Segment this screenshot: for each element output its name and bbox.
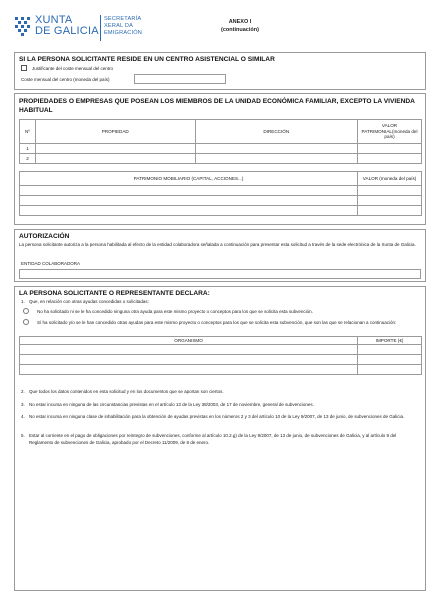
xunta-logo-text (35, 15, 99, 37)
property-cell[interactable] (35, 144, 195, 154)
amount-cell[interactable] (358, 355, 422, 365)
col-organism-header: ORGANISMO (20, 337, 358, 345)
item-text: No estar incursa en ninguna clase de inhabilitación para la obtención de ayudas previstas en los números 2 y 3 del artículo 10 de la Ley 9/2007, de 13 de junio, de subvenciones de Galicia. (29, 414, 405, 419)
no-other-aid-label: No ha solicitado ni se le ha concedido ninguna otra ayuda para este mismo proyecto o conceptos para los que se solicita esta subvención. (37, 309, 313, 314)
table-row (20, 355, 422, 365)
secretaria-logo-text (104, 16, 142, 37)
mobiliario-cell[interactable] (20, 186, 358, 196)
other-aid-radio[interactable] (23, 319, 29, 325)
secretaria-line-2: XERAL DA (104, 23, 134, 29)
col-num-header: Nº (20, 120, 36, 144)
col-amount-header: IMPORTE (€) (358, 337, 422, 345)
secretaria-line-1: SECRETARÍA (104, 16, 142, 22)
authorization-text: La persona solicitante autoriza a la persona habilitada al efecto de la entidad colaboradora señalada a continuación para presentar esta solicitud a través de la sede electrónica de la Xunta de Galicia. (19, 242, 416, 247)
organism-cell[interactable] (20, 345, 358, 355)
center-cost-proof-checkbox[interactable] (21, 65, 27, 71)
entity-label: ENTIDAD COLABORADORA (21, 261, 81, 266)
item-text: Que todos los datos contenidos en esta solicitud y en los documentos que se aportan son ciertos. (29, 389, 224, 394)
item-text: No estar incursa en ninguna de las circunstancias previstas en el artículo 13 de la Ley 38/2003, de 17 de noviembre, general de subvenciones. (29, 402, 314, 407)
mobiliario-header: PATRIMONIO MOBILIARIO (CAPITAL, ACCIONES...) (20, 172, 358, 186)
value-cell[interactable] (358, 196, 422, 206)
value-cell[interactable] (358, 144, 422, 154)
row-number: 2 (20, 154, 36, 164)
table-row (20, 206, 422, 216)
monthly-cost-label: Coste mensual del centro (moneda del país) (21, 77, 110, 82)
logo-line-1: XUNTA (35, 14, 73, 26)
secretaria-line-3: EMIGRACIÓN (104, 30, 143, 36)
table-row (20, 144, 422, 154)
properties-section-title: PROPIEDADES O EMPRESAS QUE POSEAN LOS MIEMBROS DE LA UNIDAD ECONÓMICA FAMILIAR, EXCEPTO LA VIVIENDA HABITUAL (19, 98, 415, 114)
item-number: 5. (21, 433, 25, 438)
address-cell[interactable] (195, 154, 358, 164)
declaration-section (14, 286, 426, 591)
declaration-title: LA PERSONA SOLICITANTE O REPRESENTANTE DECLARA: (19, 290, 210, 297)
row-number: 1 (20, 144, 36, 154)
properties-section (14, 93, 426, 225)
other-aid-table (19, 336, 422, 375)
mobiliario-value-header: VALOR (moneda del país) (358, 172, 422, 186)
annex-label (200, 18, 280, 34)
organism-cell[interactable] (20, 365, 358, 375)
annex-title: ANEXO I (228, 19, 252, 25)
property-cell[interactable] (35, 154, 195, 164)
annex-subtitle: (continuación) (221, 27, 259, 33)
center-cost-proof-label: Justificante del coste mensual del centro (32, 66, 114, 71)
table-row (20, 345, 422, 355)
item-number: 3. (21, 402, 25, 407)
authorization-title: AUTORIZACIÓN (19, 233, 70, 240)
table-row (20, 365, 422, 375)
value-cell[interactable] (358, 154, 422, 164)
col-value-header: VALOR PATRIMONIAL(moneda del país) (358, 120, 422, 144)
properties-table (19, 119, 422, 164)
mobiliario-cell[interactable] (20, 206, 358, 216)
other-aid-label: Sí ha solicitado y/o se le han concedido otras ayudas para este mismo proyecto o conceptos para los que se solicita esta subvención, que son las que se relacionan a continuación: (37, 320, 397, 325)
item-text: Que, en relación con otras ayudas concedidas o solicitadas: (29, 299, 149, 304)
table-row (20, 196, 422, 206)
organism-cell[interactable] (20, 355, 358, 365)
logo-line-2: DE GALICIA (35, 25, 99, 37)
xunta-emblem-icon (14, 16, 32, 38)
table-row (20, 154, 422, 164)
mobiliario-table (19, 171, 422, 216)
value-cell[interactable] (358, 206, 422, 216)
entity-input[interactable] (19, 269, 421, 279)
item-number: 1. (21, 299, 25, 304)
amount-cell[interactable] (358, 365, 422, 375)
mobiliario-cell[interactable] (20, 196, 358, 206)
residence-section-title: SI LA PERSONA SOLICITANTE RESIDE EN UN CENTRO ASISTENCIAL O SIMILAR (19, 56, 275, 63)
residence-section (14, 52, 426, 90)
item-number: 4. (21, 414, 25, 419)
item-text: Estar al corriente en el pago de obligaciones por reintegro de subvenciones, conforme al artículo 10.2.g) de la Ley 9/2007, de 13 de junio, de subvenciones de Galicia, y al artículo 9 del Reglamento de subvenciones de Galicia, aprobado por el Decreto 11/2009, de 8 de enero. (29, 433, 397, 445)
col-address-header: DIRECCIÓN (195, 120, 358, 144)
authorization-section (14, 229, 426, 282)
address-cell[interactable] (195, 144, 358, 154)
monthly-cost-input[interactable] (134, 74, 226, 84)
table-row (20, 186, 422, 196)
no-other-aid-radio[interactable] (23, 308, 29, 314)
page-header (0, 0, 439, 50)
logo-divider (100, 15, 101, 41)
col-property-header: PROPIEDAD (35, 120, 195, 144)
value-cell[interactable] (358, 186, 422, 196)
item-number: 2. (21, 389, 25, 394)
amount-cell[interactable] (358, 345, 422, 355)
